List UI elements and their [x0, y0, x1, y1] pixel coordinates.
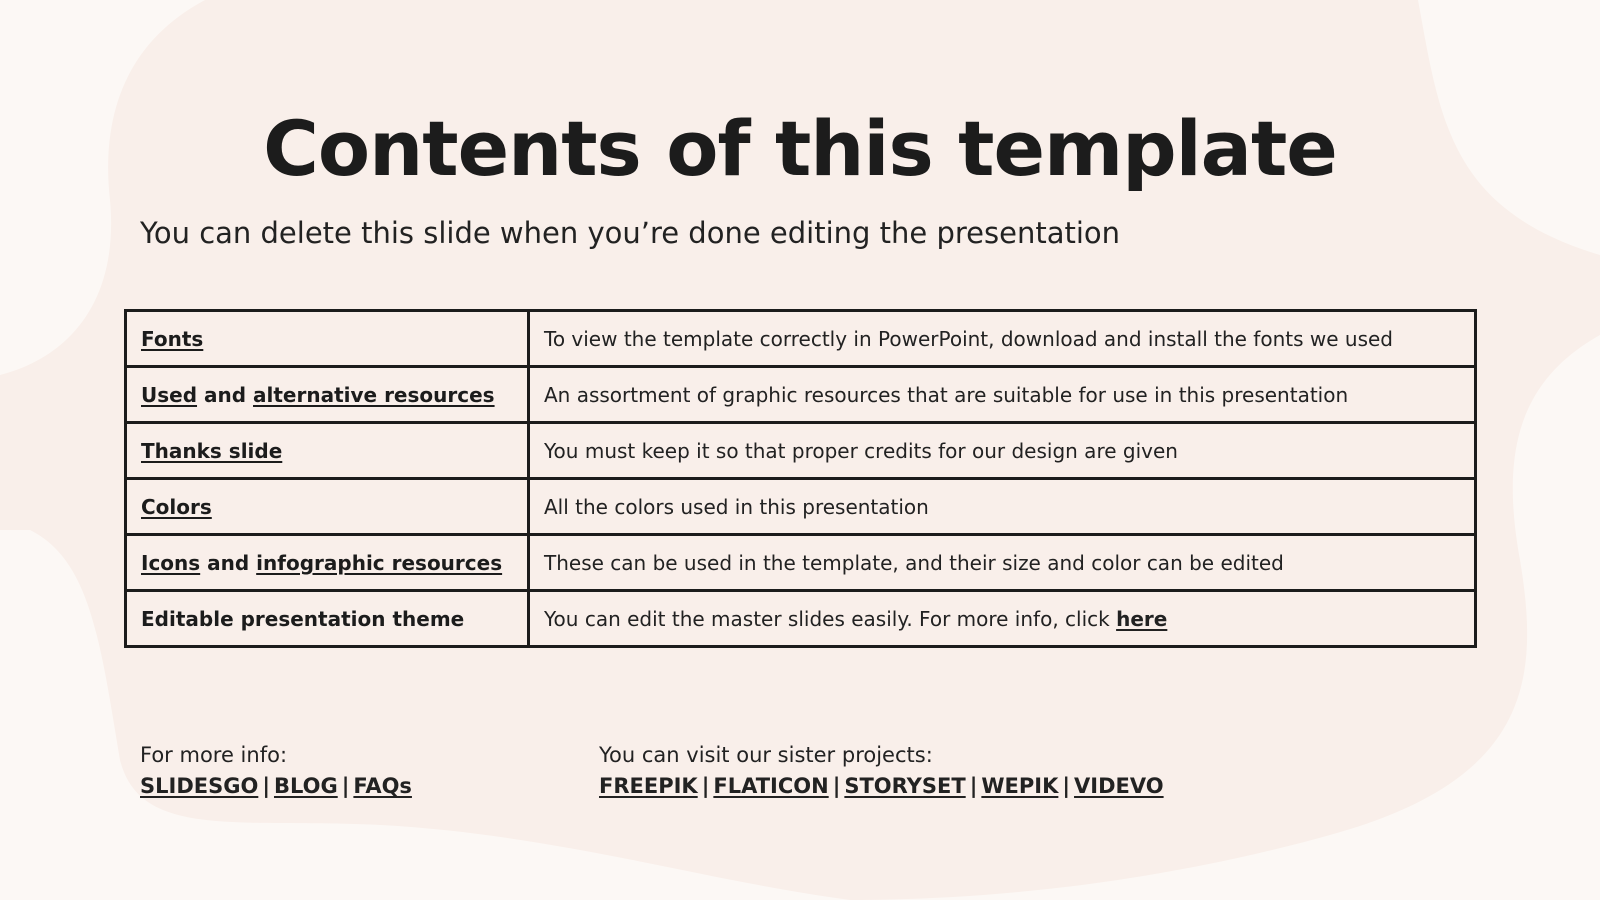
link-videvo[interactable]: VIDEVO — [1074, 774, 1164, 798]
contents-table — [124, 309, 1477, 648]
resource-description: You can edit the master slides easily. For more info, click — [544, 606, 1117, 631]
footer-sister-projects — [599, 740, 1164, 802]
resource-description: All the colors used in this presentation — [544, 494, 929, 519]
slide-subtitle: You can delete this slide when you’re done editing the presentation — [140, 216, 1121, 250]
link-fonts[interactable]: Fonts — [141, 326, 204, 351]
contents-table-body — [126, 311, 1476, 647]
link-storyset[interactable]: STORYSET — [844, 774, 966, 798]
table-row — [126, 479, 1476, 535]
resource-name-text: and — [200, 550, 257, 575]
footer-sister-projects-label: You can visit our sister projects: — [599, 743, 933, 767]
resource-description-cell — [529, 311, 1476, 367]
link-separator: | — [262, 774, 270, 798]
link-freepik[interactable]: FREEPIK — [599, 774, 698, 798]
link-used[interactable]: Used — [141, 382, 198, 407]
resource-description-cell — [529, 367, 1476, 423]
slide-title: Contents of this template — [263, 104, 1337, 193]
resource-name-cell — [126, 591, 529, 647]
resource-description: To view the template correctly in PowerPoint, download and install the fonts we used — [544, 326, 1393, 351]
table-row — [126, 423, 1476, 479]
table-row — [126, 535, 1476, 591]
link-separator: | — [1062, 774, 1071, 798]
link-slidesgo[interactable]: SLIDESGO — [140, 774, 259, 798]
resource-description-cell — [529, 479, 1476, 535]
link-colors[interactable]: Colors — [141, 494, 212, 519]
link-flaticon[interactable]: FLATICON — [713, 774, 829, 798]
footer-more-info-label: For more info: — [140, 743, 288, 767]
resource-description: These can be used in the template, and their size and color can be edited — [544, 550, 1284, 575]
link-separator: | — [701, 774, 710, 798]
link-icons[interactable]: Icons — [141, 550, 201, 575]
link-separator: | — [969, 774, 978, 798]
resource-description: An assortment of graphic resources that are suitable for use in this presentation — [544, 382, 1349, 407]
footer-more-info-links — [140, 771, 412, 802]
resource-name-cell — [126, 367, 529, 423]
resource-name-cell — [126, 479, 529, 535]
resource-description-cell — [529, 423, 1476, 479]
resource-description-cell — [529, 535, 1476, 591]
footer-more-info — [140, 740, 412, 802]
resource-description-cell — [529, 591, 1476, 647]
link-separator: | — [341, 774, 350, 798]
table-row — [126, 367, 1476, 423]
table-row — [126, 311, 1476, 367]
link-thanks-slide[interactable]: Thanks slide — [141, 438, 283, 463]
table-row — [126, 591, 1476, 647]
link-faqs[interactable]: FAQs — [353, 774, 412, 798]
resource-name-cell — [126, 311, 529, 367]
link-alternative-resources[interactable]: alternative resources — [253, 382, 495, 407]
link-blog[interactable]: BLOG — [273, 774, 338, 798]
resource-description: You must keep it so that proper credits for our design are given — [544, 438, 1178, 463]
resource-name-text: Editable presentation theme — [141, 606, 465, 631]
link-infographic-resources[interactable]: infographic resources — [256, 550, 503, 575]
link-separator: | — [832, 774, 841, 798]
footer-sister-projects-links — [599, 771, 1164, 802]
link-here[interactable]: here — [1116, 606, 1168, 631]
resource-name-cell — [126, 423, 529, 479]
resource-name-cell — [126, 535, 529, 591]
link-wepik[interactable]: WEPIK — [981, 774, 1059, 798]
resource-name-text: and — [197, 382, 254, 407]
